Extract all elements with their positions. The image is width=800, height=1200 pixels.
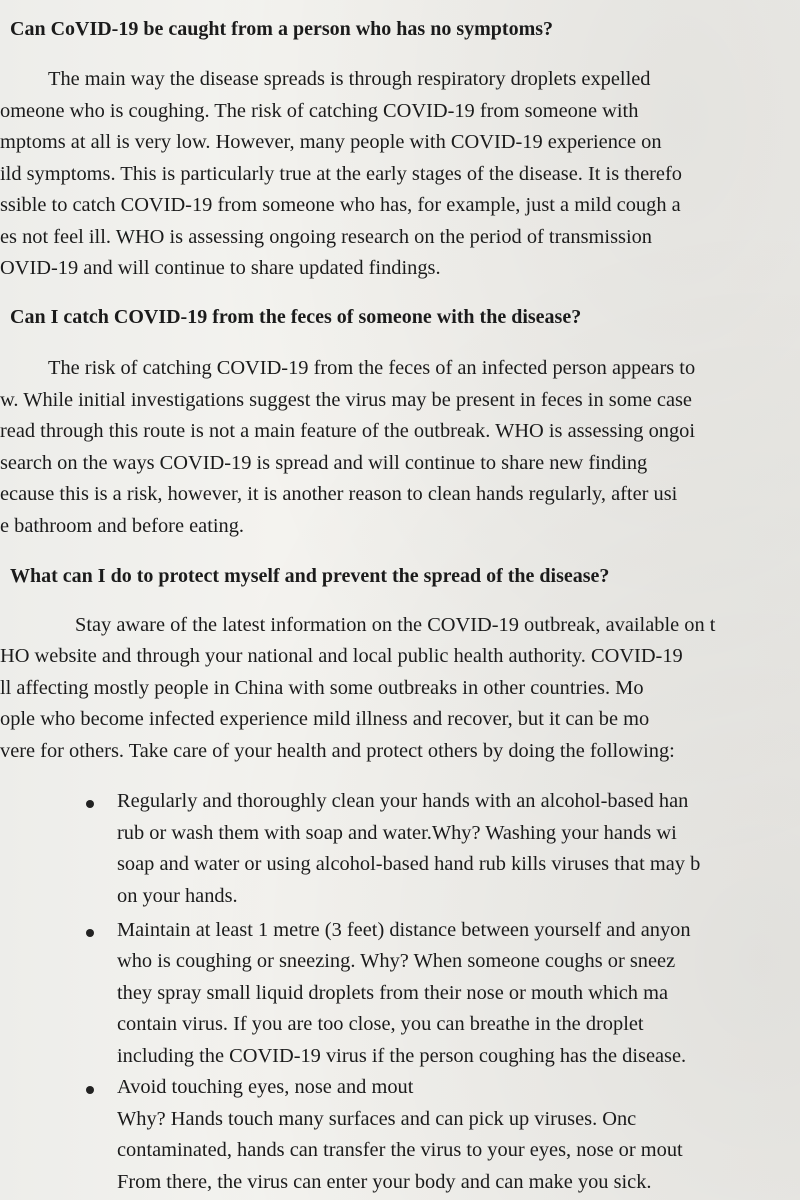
bullet-line: they spray small liquid droplets from their nose or mouth which ma	[117, 982, 669, 1004]
paragraph-line: The main way the disease spreads is through respiratory droplets expelled	[48, 68, 651, 90]
paragraph-line: search on the ways COVID-19 is spread and will continue to share new finding	[0, 452, 648, 474]
bullet-line: on your hands.	[117, 885, 238, 907]
paragraph-line: HO website and through your national and local public health authority. COVID-19	[0, 645, 683, 667]
bullet-icon	[86, 929, 94, 937]
paragraph-line: ople who become infected experience mild illness and recover, but it can be mo	[0, 708, 650, 730]
paragraph-line: ild symptoms. This is particularly true at the early stages of the disease. It is therefo	[0, 163, 682, 185]
paragraph-line: Stay aware of the latest information on the COVID-19 outbreak, available on t	[75, 614, 716, 636]
paragraph-line: w. While initial investigations suggest the virus may be present in feces in some case	[0, 389, 692, 411]
bullet-line: From there, the virus can enter your body and can make you sick.	[117, 1171, 652, 1193]
bullet-line: contain virus. If you are too close, you can breathe in the droplet	[117, 1013, 644, 1035]
paragraph-line: omeone who is coughing. The risk of catching COVID-19 from someone with	[0, 100, 639, 122]
bullet-line: Avoid touching eyes, nose and mout	[117, 1076, 414, 1098]
section-heading: Can CoVID-19 be caught from a person who has no symptoms?	[10, 18, 554, 40]
bullet-line: contaminated, hands can transfer the virus to your eyes, nose or mout	[117, 1139, 683, 1161]
bullet-line: rub or wash them with soap and water.Why? Washing your hands wi	[117, 822, 677, 844]
bullet-icon	[86, 800, 94, 808]
paragraph-line: vere for others. Take care of your health and protect others by doing the following:	[0, 740, 675, 762]
paragraph-line: The risk of catching COVID-19 from the feces of an infected person appears to	[48, 357, 696, 379]
paragraph-line: es not feel ill. WHO is assessing ongoing research on the period of transmission	[0, 226, 653, 248]
bullet-line: soap and water or using alcohol-based hand rub kills viruses that may b	[117, 853, 701, 875]
paragraph-line: ll affecting mostly people in China with some outbreaks in other countries. Mo	[0, 677, 644, 699]
bullet-line: who is coughing or sneezing. Why? When someone coughs or sneez	[117, 950, 676, 972]
section-heading: Can I catch COVID-19 from the feces of someone with the disease?	[10, 306, 582, 328]
paragraph-line: ssible to catch COVID-19 from someone who has, for example, just a mild cough a	[0, 194, 681, 216]
bullet-line: Regularly and thoroughly clean your hands with an alcohol-based han	[117, 790, 689, 812]
paragraph-line: ecause this is a risk, however, it is another reason to clean hands regularly, after usi	[0, 483, 678, 505]
bullet-line: Why? Hands touch many surfaces and can pick up viruses. Onc	[117, 1108, 637, 1130]
section-heading: What can I do to protect myself and prevent the spread of the disease?	[10, 565, 610, 587]
bullet-icon	[86, 1086, 94, 1094]
bullet-line: including the COVID-19 virus if the person coughing has the disease.	[117, 1045, 687, 1067]
paragraph-line: OVID-19 and will continue to share updated findings.	[0, 257, 441, 279]
paragraph-line: mptoms at all is very low. However, many people with COVID-19 experience on	[0, 131, 662, 153]
bullet-line: Maintain at least 1 metre (3 feet) distance between yourself and anyon	[117, 919, 691, 941]
paragraph-line: e bathroom and before eating.	[0, 515, 245, 537]
paragraph-line: read through this route is not a main feature of the outbreak. WHO is assessing ongoi	[0, 420, 696, 442]
